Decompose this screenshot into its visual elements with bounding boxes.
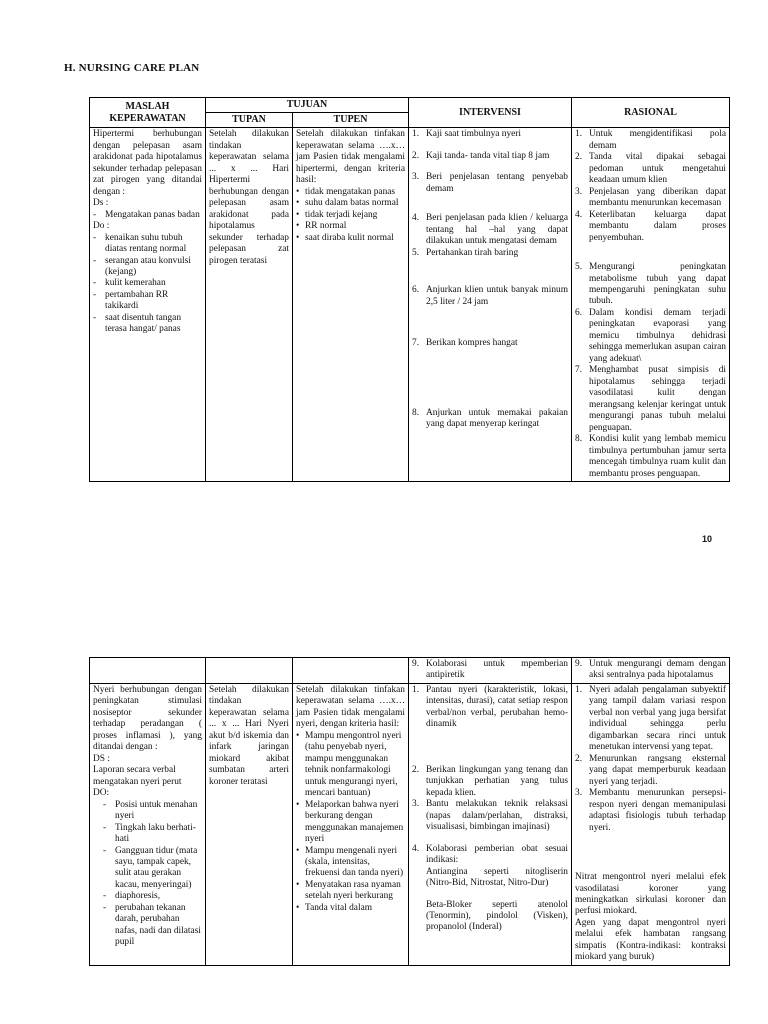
list-item: - saat disentuh tangan terasa hangat/ panas [93, 312, 182, 335]
care-plan-table-1 [89, 97, 730, 482]
list-item: 8. Kondisi kulit yang lembab memicu timbulnya pertumbuhan jamur serta mencegah timbulnya ruam kulit dan membantu proses penguapan. [575, 434, 726, 479]
spacer [412, 731, 568, 765]
list-item: 7. Berikan kompres hangat [412, 338, 518, 349]
list-item: 8. Anjurkan untuk memakai pakaian yang dapat menyerap keringat [412, 407, 568, 429]
intervensi-cell [409, 683, 572, 965]
header-row [90, 98, 730, 113]
list-item: 2. Berikan lingkungan yang tenang dan tunjukkan perhatian yang tulus kepada klien. [412, 764, 568, 798]
list-item: - Posisi untuk menahan nyeri [103, 799, 198, 822]
list-item: - pertambahan RR takikardi [93, 289, 169, 312]
tupen-cell [293, 128, 409, 482]
list-item: 2. Kaji tanda- tanda vital tiap 8 jam [412, 150, 550, 161]
rasional-agen: Agen yang dapat mengontrol nyeri melalui efek hambatan rangsang simpatis (Kontra-indikasi: kontraksi miokard yang buruk) [575, 917, 726, 963]
list-item: 1. Kaji saat timbulnya nyeri [412, 129, 522, 140]
list-item: 4. Keterlibatan keluarga dapat membantu dalam proses penyembuhan. [575, 209, 726, 243]
list-item: - Tingkah laku berhati-hati [103, 822, 196, 845]
list-item: • Mampu mengontrol nyeri (tahu penyebab nyeri, mampu menggunakan tehnik nonfarmakologi untuk mengurangi nyeri, mencari bantuan) [296, 730, 402, 799]
list-item: 2. Tanda vital dipakai sebagai pedoman untuk mengetahui keadaan umum klien [575, 152, 726, 186]
rasional-cell [572, 683, 730, 965]
ds-list [93, 210, 202, 221]
list-item: 3. Bantu melakukan teknik relaksasi (napas dalam/perlahan, distraksi, visualisasi, bimbingan imajinasi) [412, 799, 568, 833]
spacer [412, 162, 568, 172]
list-item: • Menyatakan rasa nyaman setelah nyeri berkurang [296, 879, 401, 902]
table-row [90, 128, 730, 482]
rasional-list [575, 129, 726, 480]
tupen-cell [293, 683, 409, 965]
intervensi-cell [409, 658, 572, 684]
do-label: DO: [93, 788, 110, 799]
list-item: • saat diraba kulit normal [296, 232, 394, 243]
list-item: 1. Untuk mengidentifikasi pola demam [575, 129, 726, 151]
tupen-intro: Setelah dilakukan tinfakan keperawatan selama ….x…jam Pasien tidak mengalami nyeri, dengan kriteria hasil: [296, 684, 405, 730]
header-intervensi: INTERVENSI [409, 98, 572, 128]
list-item: 5. Pertahankan tirah baring [412, 247, 519, 258]
list-item: - kenaikan suhu tubuh diatas rentang normal [93, 232, 187, 255]
list-item: • Melaporkan bahwa nyeri berkurang dengan menggunakan manajemen nyeri [296, 799, 404, 845]
spacer [412, 834, 568, 844]
do-label: Do : [93, 221, 110, 232]
list-item: - Mengatakan panas badan [93, 209, 200, 220]
masalah-intro: Hipertermi berhubungan dengan pelepasan asam arakidonat pada hipotalamus sekunder terhadap pelepasan zat pirogen yang ditandai dengan : [93, 129, 202, 197]
list-item: • suhu dalam batas normal [296, 198, 399, 209]
spacer [412, 141, 568, 151]
spacer [412, 350, 568, 408]
header-tujuan: TUJUAN [206, 98, 409, 113]
rasional-cell [572, 658, 730, 684]
list-item: - kulit kemerahan [93, 278, 166, 289]
intervensi-list [412, 685, 568, 934]
list-item: 9. Kolaborasi untuk mpemberian antipiretik [412, 659, 568, 681]
list-item: 3. Penjelasan yang diberikan dapat membantu menurunkan kecemasan [575, 186, 726, 209]
list-item: - serangan atau konvulsi (kejang) [93, 255, 191, 277]
do-list [93, 233, 202, 336]
header-tupen: TUPEN [293, 113, 409, 128]
list-item: - Gangguan tidur (mata sayu, tampak capek, sulit atau gerakan kacau, menyeringai) [103, 845, 198, 890]
masalah-cell [90, 128, 206, 482]
masalah-cell [90, 683, 206, 965]
list-item: 1. Pantau nyeri (karakteristik, lokasi, intensitas, durasi), catat setiap respon verbal/non verbal, perubahan hemo-dinamik [412, 684, 568, 730]
list-item: • Mampu mengenali nyeri (skala, intensitas, frekuensi dan tanda nyeri) [296, 845, 404, 879]
spacer [412, 195, 568, 213]
list-item: • tidak mengatakan panas [296, 186, 396, 197]
empty-cell [206, 658, 293, 684]
tupen-intro: Setelah dilakukan tinfakan keperawatan selama ….x…jam Pasien tidak mengalami hipertermi, dengan kriteria hasil: [296, 129, 405, 186]
list-item: • tidak terjadi kejang [296, 209, 378, 220]
page-number: 10 [702, 534, 713, 544]
list-item: 1. Nyeri adalah pengalaman subyektif yang tampil dalam variasi respon verbal non verbal yang juga bersifat individual sehingga perlu digambarkan secara rinci untuk menetukan intervensi yang tepat. [575, 684, 726, 753]
list-item: 7. Menghambat pusat simpisis di hipotalamus sehingga terjadi vasodilatasi kulit dengan merangsang kelenjar keringat untuk mengurangi panas tubuh melalui penguapan. [575, 365, 726, 433]
do-list [93, 800, 202, 949]
masalah-intro: Nyeri berhubungan dengan peningkatan stimulasi nosiseptor sekunder terhadap peradangan ( proses inflamasi ), yang ditandai dengan : [93, 684, 202, 753]
ds-label: DS : [93, 753, 110, 764]
spacer [412, 890, 568, 900]
rasional-nitrat: Nitrat mengontrol nyeri melalui efek vasodilatasi koroner yang meningkatkan sirkulasi koroner dan perfusi miokard. [575, 872, 726, 917]
spacer [412, 259, 568, 285]
tupen-list [296, 187, 405, 244]
tupan-cell: Setelah dilakukan tindakan keperawatan selama ... x ... Hari Nyeri akut b/d iskemia dan infark jaringan miokard akibat sumbatan arteri koroner teratasi [206, 683, 293, 965]
header-tupan: TUPAN [206, 113, 293, 128]
list-item: 4. Beri penjelasan pada klien / keluarga tentang hal –hal yang dapat dilakukan untuk mengatasi demam [412, 213, 568, 247]
tupen-list [296, 731, 405, 915]
header-masalah: MASLAH KEPERAWATAN [90, 98, 206, 128]
care-plan-table-2 [89, 657, 730, 966]
spacer [412, 308, 568, 338]
header-rasional: RASIONAL [572, 98, 730, 128]
rasional-cell [572, 128, 730, 482]
tupan-cell: Setelah dilakukan tindakan keperawatan selama ... x ... Hari Hipertermi berhubungan dengan pelepasan asam arakidonat pada hipotalamus sekunder terhadap pelepasan zat pirogen teratasi [206, 128, 293, 482]
list-item: • RR normal [296, 221, 347, 232]
spacer [575, 244, 726, 262]
list-item: 2. Menurunkan rangsang eksternal yang dapat memperburuk keadaan nyeri yang terjadi. [575, 753, 726, 787]
list-item: 4. Kolaborasi pemberian obat sesuai indikasi: [412, 843, 568, 866]
table-row [90, 683, 730, 965]
list-item: • Tanda vital dalam [296, 902, 373, 913]
ds-label: Ds : [93, 198, 109, 209]
empty-cell [293, 658, 409, 684]
rasional-list [575, 685, 726, 834]
ds-text: Laporan secara verbal mengatakan nyeri perut [93, 765, 182, 787]
list-item: 6. Dalam kondisi demam terjadi peningkatan evaporasi yang memicu timbulnya dehidrasi sehingga memerlukan asupan cairan yang adekuat\ [575, 307, 726, 364]
list-item: Beta-Bloker seperti atenolol (Tenormin), pindolol (Visken), propanolol (Inderal) [426, 899, 568, 933]
list-item: - perubahan tekanan darah, perubahan nafas, nadi dan dilatasi pupil [103, 902, 201, 948]
list-item: - diaphoresis, [103, 891, 161, 902]
list-item: 5. Mengurangi peningkatan metabolisme tubuh yang dapat mempengaruhi peningkatan suhu tubuh. [575, 262, 726, 307]
section-title: H. NURSING CARE PLAN [64, 62, 200, 74]
list-item: 9. Untuk mengurangi demam dengan aksi sentralnya pada hipotalamus [575, 659, 726, 681]
empty-cell [90, 658, 206, 684]
intervensi-list [412, 129, 568, 430]
list-item: 3. Beri penjelasan tentang penyebab demam [412, 172, 568, 194]
table-row [90, 658, 730, 684]
list-item: 6. Anjurkan klien untuk banyak minum 2,5 liter / 24 jam [412, 285, 568, 307]
list-item: 3. Membantu menurunkan persepsi-respon nyeri dengan memanipulasi adaptasi fisiologis tubuh terhadap nyeri. [575, 788, 726, 833]
list-item: Antiangina seperti nitogliserin (Nitro-Bid, Nitrostat, Nitro-Dur) [426, 866, 568, 889]
intervensi-cell [409, 128, 572, 482]
